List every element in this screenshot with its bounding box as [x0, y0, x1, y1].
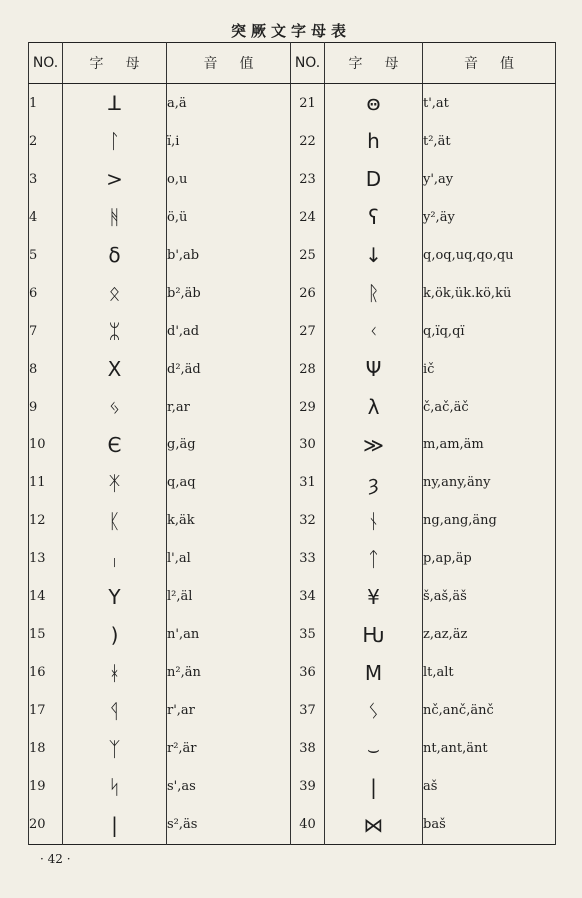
table-row [29, 350, 556, 388]
letter-glyph: ⋈ [325, 806, 423, 845]
sound-value: d²,äd [167, 350, 291, 388]
header-sound-2: 音值 [423, 43, 556, 84]
letter-number: 14 [29, 578, 63, 616]
letter-glyph: ᛚ [63, 122, 167, 160]
sound-value: r',ar [167, 692, 291, 730]
table-row [29, 502, 556, 540]
sound-value: y',ay [423, 160, 556, 198]
sound-value: l',al [167, 540, 291, 578]
letter-number: 12 [29, 502, 63, 540]
letter-number: 4 [29, 198, 63, 236]
table-row [29, 654, 556, 692]
letter-glyph: ᛕ [63, 502, 167, 540]
sound-value: ny,any,äny [423, 464, 556, 502]
letter-glyph: ᛉ [63, 730, 167, 768]
letter-glyph: ᚱ [325, 274, 423, 312]
sound-value: t²,ät [423, 122, 556, 160]
letter-glyph: ᛏ [325, 540, 423, 578]
sound-value: m,am,äm [423, 426, 556, 464]
letter-glyph: ≫ [325, 426, 423, 464]
header-no-2: NO. [291, 43, 325, 84]
sound-value: n',an [167, 616, 291, 654]
page-number: · 42 · [40, 852, 71, 866]
letter-glyph: ᛃ [63, 388, 167, 426]
letter-number: 11 [29, 464, 63, 502]
letter-glyph: ʕ [325, 198, 423, 236]
table-row [29, 578, 556, 616]
letter-number: 22 [291, 122, 325, 160]
sound-value: t',at [423, 84, 556, 123]
sound-value: ič [423, 350, 556, 388]
sound-value: l²,äl [167, 578, 291, 616]
table-row [29, 122, 556, 160]
letter-number: 1 [29, 84, 63, 123]
letter-number: 7 [29, 312, 63, 350]
letter-number: 13 [29, 540, 63, 578]
table-row [29, 768, 556, 806]
table-header-row [29, 43, 556, 84]
sound-value: aš [423, 768, 556, 806]
letter-glyph: D [325, 160, 423, 198]
table-row [29, 312, 556, 350]
letter-glyph: ᚲ [325, 312, 423, 350]
header-letter: 字母 [63, 43, 167, 84]
letter-glyph: | [63, 806, 167, 845]
letter-number: 25 [291, 236, 325, 274]
table-row [29, 388, 556, 426]
sound-value: ï,i [167, 122, 291, 160]
letter-glyph: ᚼ [63, 654, 167, 692]
letter-glyph: Y [63, 578, 167, 616]
letter-glyph: ) [63, 616, 167, 654]
letter-number: 16 [29, 654, 63, 692]
sound-value: q,oq,uq,qo,qu [423, 236, 556, 274]
letter-glyph: ᛩ [63, 692, 167, 730]
sound-value: ng,ang,äng [423, 502, 556, 540]
letter-glyph: ᚻ [63, 198, 167, 236]
letter-number: 24 [291, 198, 325, 236]
letter-number: 27 [291, 312, 325, 350]
sound-value: a,ä [167, 84, 291, 123]
sound-value: y²,äy [423, 198, 556, 236]
letter-number: 21 [291, 84, 325, 123]
table-row [29, 274, 556, 312]
letter-glyph: ᛟ [63, 274, 167, 312]
sound-value: š,aš,äš [423, 578, 556, 616]
sound-value: g,äg [167, 426, 291, 464]
letter-number: 31 [291, 464, 325, 502]
table-row [29, 616, 556, 654]
header-sound: 音值 [167, 43, 291, 84]
letter-number: 28 [291, 350, 325, 388]
letter-number: 30 [291, 426, 325, 464]
letter-glyph: Ƕ [325, 616, 423, 654]
table-row [29, 160, 556, 198]
letter-glyph: X [63, 350, 167, 388]
letter-glyph: ᛧ [63, 540, 167, 578]
letter-number: 18 [29, 730, 63, 768]
sound-value: d',ad [167, 312, 291, 350]
letter-glyph: M [325, 654, 423, 692]
table-row [29, 806, 556, 845]
letter-glyph: λ [325, 388, 423, 426]
letter-number: 23 [291, 160, 325, 198]
table-row [29, 198, 556, 236]
letter-glyph: > [63, 160, 167, 198]
letter-number: 3 [29, 160, 63, 198]
sound-value: k,äk [167, 502, 291, 540]
letter-number: 15 [29, 616, 63, 654]
letter-glyph: ꓕ [63, 84, 167, 123]
table-row [29, 426, 556, 464]
table-row [29, 84, 556, 123]
letter-number: 33 [291, 540, 325, 578]
letter-number: 34 [291, 578, 325, 616]
letter-glyph: ¥ [325, 578, 423, 616]
sound-value: r²,är [167, 730, 291, 768]
letter-glyph: | [325, 768, 423, 806]
letter-glyph: Є [63, 426, 167, 464]
sound-value: q,aq [167, 464, 291, 502]
letter-glyph: ᚾ [325, 502, 423, 540]
sound-value: o,u [167, 160, 291, 198]
sound-value: p,ap,äp [423, 540, 556, 578]
letter-number: 2 [29, 122, 63, 160]
letter-glyph: ᛋ [63, 768, 167, 806]
page-title: 突厥文字母表 [230, 22, 351, 40]
sound-value: baš [423, 806, 556, 845]
letter-number: 36 [291, 654, 325, 692]
letter-number: 38 [291, 730, 325, 768]
letter-glyph: Ψ [325, 350, 423, 388]
letter-glyph: ⌣ [325, 730, 423, 768]
letter-glyph: ᛊ [325, 692, 423, 730]
header-letter-2: 字母 [325, 43, 423, 84]
letter-number: 39 [291, 768, 325, 806]
letter-number: 37 [291, 692, 325, 730]
table-row [29, 730, 556, 768]
sound-value: nt,ant,änt [423, 730, 556, 768]
letter-number: 26 [291, 274, 325, 312]
sound-value: k,ök,ük.kö,kü [423, 274, 556, 312]
alphabet-table [28, 42, 556, 845]
sound-value: b',ab [167, 236, 291, 274]
letter-glyph: h [325, 122, 423, 160]
letter-glyph: ᛡ [63, 464, 167, 502]
letter-number: 20 [29, 806, 63, 845]
letter-glyph: ꙫ [325, 84, 423, 123]
sound-value: s²,äs [167, 806, 291, 845]
letter-glyph: δ [63, 236, 167, 274]
letter-number: 32 [291, 502, 325, 540]
sound-value: z,az,äz [423, 616, 556, 654]
sound-value: r,ar [167, 388, 291, 426]
sound-value: ö,ü [167, 198, 291, 236]
sound-value: lt,alt [423, 654, 556, 692]
sound-value: q,ïq,qï [423, 312, 556, 350]
letter-number: 9 [29, 388, 63, 426]
letter-number: 6 [29, 274, 63, 312]
letter-number: 19 [29, 768, 63, 806]
letter-number: 10 [29, 426, 63, 464]
letter-number: 8 [29, 350, 63, 388]
sound-value: nč,anč,änč [423, 692, 556, 730]
letter-number: 40 [291, 806, 325, 845]
table-row [29, 464, 556, 502]
header-no: NO. [29, 43, 63, 84]
letter-glyph: ᛯ [63, 312, 167, 350]
letter-glyph: ȝ [325, 464, 423, 502]
letter-number: 29 [291, 388, 325, 426]
letter-number: 5 [29, 236, 63, 274]
letter-glyph: ↓ [325, 236, 423, 274]
letter-number: 17 [29, 692, 63, 730]
letter-number: 35 [291, 616, 325, 654]
sound-value: č,ač,äč [423, 388, 556, 426]
sound-value: b²,äb [167, 274, 291, 312]
sound-value: n²,än [167, 654, 291, 692]
table-row [29, 692, 556, 730]
table-row [29, 236, 556, 274]
sound-value: s',as [167, 768, 291, 806]
table-row [29, 540, 556, 578]
